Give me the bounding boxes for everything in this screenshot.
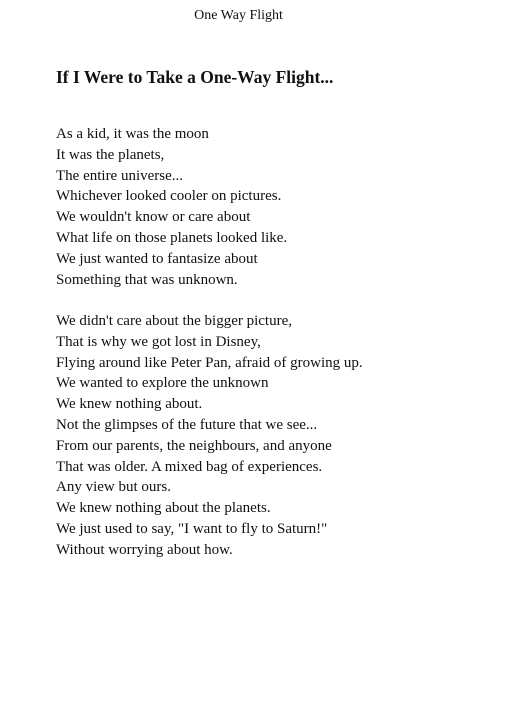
poem-line: That is why we got lost in Disney, bbox=[56, 333, 261, 350]
poem-line: It was the planets, bbox=[56, 146, 165, 163]
poem-line: We knew nothing about. bbox=[56, 396, 203, 413]
poem-line: We didn't care about the bigger picture, bbox=[56, 313, 292, 329]
poem-line: We knew nothing about the planets. bbox=[56, 500, 271, 517]
stanza-1 bbox=[56, 124, 287, 290]
poem-line: Something that was unknown. bbox=[56, 271, 238, 288]
poem-line: What life on those planets looked like. bbox=[56, 229, 288, 246]
poem-line: We wouldn't know or care about bbox=[56, 209, 251, 226]
poem-line: We wanted to explore the unknown bbox=[56, 375, 269, 392]
running-header: One Way Flight bbox=[194, 8, 283, 23]
poem-line: Any view but ours. bbox=[56, 479, 171, 496]
poem-line: We just wanted to fantasize about bbox=[56, 250, 258, 267]
poem-line: We just used to say, "I want to fly to Saturn!" bbox=[56, 520, 328, 537]
poem-line: As a kid, it was the moon bbox=[56, 126, 209, 142]
poem-line: Whichever looked cooler on pictures. bbox=[56, 188, 282, 205]
poem-line: Without worrying about how. bbox=[56, 541, 233, 558]
poem-title: If I Were to Take a One-Way Flight... bbox=[56, 67, 334, 87]
poem-line: From our parents, the neighbours, and anyone bbox=[56, 437, 332, 454]
stanza-2 bbox=[56, 311, 363, 561]
poem-line: Not the glimpses of the future that we see... bbox=[56, 416, 318, 433]
poem-line: The entire universe... bbox=[56, 167, 184, 184]
poem-line: That was older. A mixed bag of experiences. bbox=[56, 458, 323, 475]
poem-line: Flying around like Peter Pan, afraid of growing up. bbox=[56, 354, 363, 371]
